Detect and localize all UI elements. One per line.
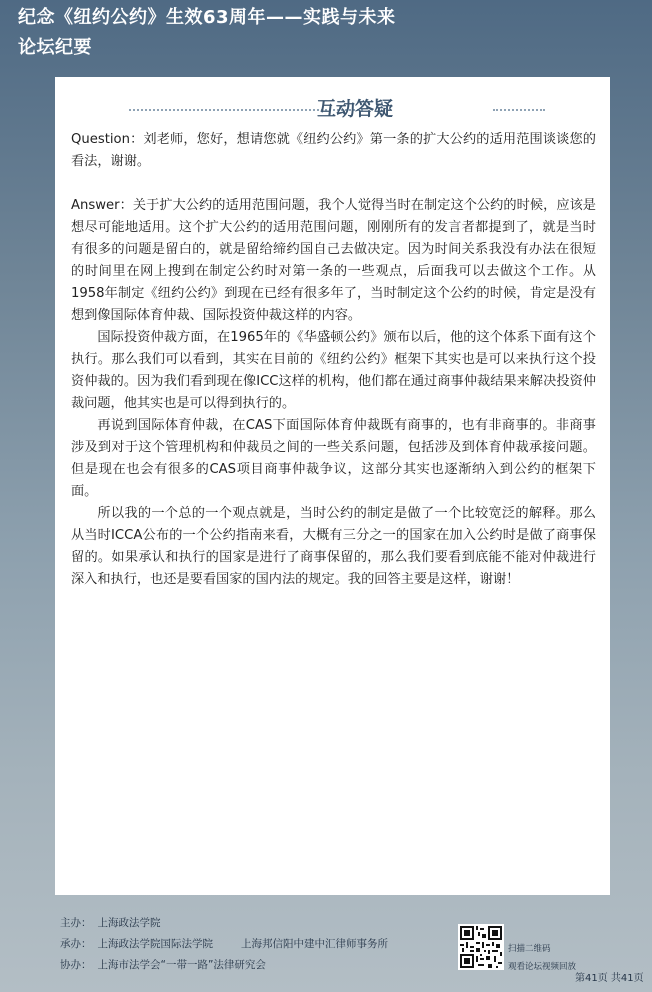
host-name: 上海政法学院 <box>97 917 161 929</box>
organizer-name-2: 上海邦信阳中建中汇律师事务所 <box>241 938 388 950</box>
host-label: 主办： <box>60 917 92 929</box>
page-footer <box>0 900 652 992</box>
document-subtitle: 论坛纪要 <box>18 37 92 58</box>
host-line <box>60 916 161 930</box>
answer-paragraph-3: 再说到国际体育仲裁，在CAS下面国际体育仲裁既有商事的，也有非商事的。非商事涉及到对于这个管理机构和仲裁员之间的一些关系问题，包括涉及到体育仲裁承接问题。但是现在也会有很多的CAS项目商事仲裁争议，这部分其实也逐渐纳入到公约的框架下面。 <box>71 418 596 499</box>
organizer-line <box>60 937 388 951</box>
section-title: 互动答疑 <box>317 98 394 120</box>
qr-code[interactable] <box>458 924 504 970</box>
question-text: Question：刘老师，您好，想请您就《纽约公约》第一条的扩大公约的适用范围谈谈您的看法，谢谢。 <box>71 132 596 169</box>
page-header <box>0 0 652 76</box>
answer-paragraph-2: 国际投资仲裁方面，在1965年的《华盛顿公约》颁布以后，他的这个体系下面有这个执行。那么我们可以看到，其实在目前的《纽约公约》框架下其实也是可以来执行这个投资仲裁的。因为我们看到现在像ICC这样的机构，他们都在通过商事仲裁结果来解决投资仲裁问题，他其实也是可以得到执行的。 <box>71 330 596 411</box>
content-card <box>55 77 610 895</box>
page-number: 第41页 共41页 <box>575 973 644 984</box>
qr-caption-replay: 观看论坛视频回放 <box>508 962 577 972</box>
section-header <box>71 77 596 123</box>
qr-caption-scan: 扫描二维码 <box>508 944 551 954</box>
organizer-name-1: 上海政法学院国际法学院 <box>97 938 213 950</box>
co-organizer-name: 上海市法学会“一带一路”法律研究会 <box>97 959 266 971</box>
qa-content <box>71 129 596 591</box>
co-organizer-label: 协办： <box>60 959 92 971</box>
qr-code-icon <box>458 924 504 970</box>
organizer-label: 承办： <box>60 938 92 950</box>
answer-paragraph-1: Answer：关于扩大公约的适用范围问题，我个人觉得当时在制定这个公约的时候，应该是想尽可能地适用。这个扩大公约的适用范围问题，刚刚所有的发言者都提到了，就是当时有很多的问题是留白的，就是留给缔约国自己去做决定。因为时间关系我没有办法在很短的时间里在网上搜到在制定公约时对第一条的一些观点，后面我可以去做这个工作。从1958年制定《纽约公约》到现在已经有很多年了，当时制定这个公约的时候，肯定是没有想到像国际体育仲裁、国际投资仲裁这样的内容。 <box>71 198 596 323</box>
dotted-divider-right <box>493 109 545 111</box>
document-title: 纪念《纽约公约》生效63周年——实践与未来 <box>18 7 396 28</box>
answer-paragraph-4: 所以我的一个总的一个观点就是，当时公约的制定是做了一个比较宽泛的解释。那么从当时ICCA公布的一个公约指南来看，大概有三分之一的国家在加入公约时是做了商事保留的。如果承认和执行的国家是进行了商事保留的，那么我们要看到底能不能对仲裁进行深入和执行，也还是要看国家的国内法的规定。我的回答主要是这样，谢谢！ <box>71 506 596 587</box>
co-organizer-line <box>60 958 266 972</box>
